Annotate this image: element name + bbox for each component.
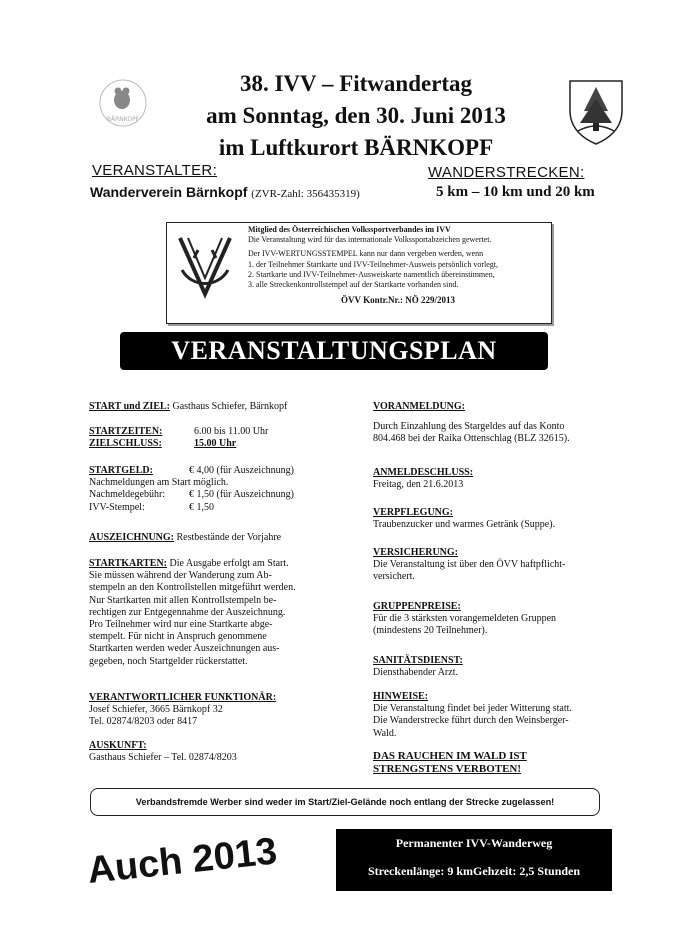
section-line: Nachmeldegebühr: [89, 489, 166, 501]
section-line: Die Veranstaltung ist über den ÖVV haftpflicht- [373, 559, 566, 571]
permanent-route-box [336, 829, 612, 891]
section-label: AUSZEICHNUNG: [89, 532, 175, 543]
section-line: stempeln an den Kontrollstellen mitgeführt werden. [89, 582, 296, 594]
section-label: ZIELSCHLUSS: [89, 438, 162, 450]
section-label: ANMELDESCHLUSS: [373, 467, 474, 478]
section-line: Tel. 02874/8203 oder 8417 [89, 716, 198, 728]
section-label: START und ZIEL: [89, 401, 170, 412]
membership-line: 2. Startkarte und IVV-Teilnehmer-Ausweiskarte namentlich übereinstimmen, [248, 269, 495, 279]
section-line: Die Veranstaltung findet bei jeder Witterung statt. [373, 703, 572, 715]
section-label: VERANTWORTLICHER FUNKTIONÄR: [89, 692, 277, 703]
coat-of-arms-icon [566, 77, 626, 147]
section-label: STARTZEITEN: [89, 426, 163, 437]
title-line-1: 38. IVV – Fitwandertag [239, 71, 473, 96]
organizer-label: VERANSTALTER: [92, 162, 218, 179]
section-label: STARTKARTEN: [89, 558, 168, 569]
smoking-ban-line: STRENGSTENS VERBOTEN! [373, 763, 522, 775]
voranmeldung-section [373, 401, 570, 446]
organizer-name-text: Wanderverein Bärnkopf [90, 184, 248, 200]
section-line: Nur Startkarten mit allen Kontrollstempeln be- [89, 594, 277, 606]
title-line-3: im Luftkurort BÄRNKOPF [218, 135, 494, 160]
section-label: SANITÄTSDIENST: [373, 655, 463, 666]
versicherung-section [373, 547, 565, 584]
section-line: gegeben, noch Startgelder rückerstattet. [89, 655, 248, 667]
sanitaet-section [373, 655, 463, 679]
section-label: VERPFLEGUNG: [373, 507, 453, 518]
startkarten-section [89, 558, 296, 668]
auch-2013-text: Auch 2013 [85, 830, 279, 893]
section-value: Traubenzucker und warmes Getränk (Suppe). [373, 519, 556, 531]
membership-line: 1. der Teilnehmer Startkarte und IVV-Teilnehmer-Ausweis persönlich vorlegt, [248, 259, 498, 269]
section-line: Josef Schiefer, 3665 Bärnkopf 32 [89, 704, 223, 716]
startgeld-section [89, 465, 294, 514]
membership-text [248, 225, 548, 305]
section-line: IVV-Stempel: [89, 501, 145, 513]
membership-line: Mitglied des Österreichischen Volkssportverbandes im IVV [248, 225, 451, 234]
permanent-route-details: Streckenlänge: 9 kmGehzeit: 2,5 Stunden [367, 864, 581, 878]
svg-text:BÄRNKOPF: BÄRNKOPF [106, 116, 140, 123]
section-label: STARTGELD: [89, 465, 153, 476]
ivv-logo-icon [176, 232, 234, 300]
title-line-2: am Sonntag, den 30. Juni 2013 [206, 103, 506, 128]
plan-banner: VERANSTALTUNGSPLAN [120, 332, 548, 370]
section-value: Freitag, den 21.6.2013 [373, 479, 464, 491]
section-label: HINWEISE: [373, 691, 429, 702]
section-value: Gasthaus Schiefer, Bärnkopf [172, 401, 288, 412]
section-line: Die Wanderstrecke führt durch den Weinsberger- [373, 715, 569, 727]
membership-kontr: ÖVV Kontr.Nr.: NÖ 229/2013 [341, 295, 455, 306]
routes-label: WANDERSTRECKEN: [428, 164, 585, 181]
notice-box: Verbandsfremde Werber sind weder im Start/Ziel-Gelände noch entlang der Strecke zugelassen! [90, 788, 600, 816]
permanent-route-title: Permanenter IVV-Wanderweg [395, 836, 553, 850]
section-line: versichert. [373, 571, 415, 583]
verpflegung-section [373, 507, 555, 531]
section-line: Sie müssen während der Wanderung zum Ab- [89, 570, 272, 582]
section-label: VORANMELDUNG: [373, 401, 466, 412]
section-label: VERSICHERUNG: [373, 547, 459, 558]
smoking-ban [373, 750, 527, 776]
auskunft-section [89, 740, 237, 764]
section-line: Startkarten werden weder Auszeichnungen aus- [89, 643, 280, 655]
section-label: AUSKUNFT: [89, 740, 147, 751]
anmeldeschluss-section [373, 467, 473, 491]
funktionaer-section [89, 692, 276, 729]
section-line: 804.468 bei der Raika Ottenschlag (BLZ 32615). [373, 433, 570, 445]
section-value: Restbestände der Vorjahre [176, 532, 282, 543]
section-line: stempelt. Für nicht in Anspruch genommene [89, 631, 267, 643]
section-value: 15.00 Uhr [194, 438, 237, 450]
section-line: (mindestens 20 Teilnehmer). [373, 625, 488, 637]
membership-line: 3. alle Streckenkontrollstempel auf der Startkarte vorhanden sind. [248, 280, 459, 290]
hinweise-section [373, 691, 572, 740]
section-line: Pro Teilnehmer wird nur eine Startkarte abge- [89, 619, 273, 631]
section-value: 6.00 bis 11.00 Uhr [194, 426, 269, 437]
smoking-ban-line: DAS RAUCHEN IM WALD IST [373, 750, 527, 762]
section-value: Gasthaus Schiefer – Tel. 02874/8203 [89, 752, 237, 764]
section-value: € 4,00 (für Auszeichnung) [189, 465, 294, 476]
section-line: Durch Einzahlung des Stargeldes auf das Konto [373, 421, 565, 433]
membership-line: Die Veranstaltung wird für das internationale Volkssportabzeichen gewertet. [248, 235, 492, 245]
routes-value: 5 km – 10 km und 20 km [436, 184, 595, 200]
membership-line: Der IVV-WERTUNGSSTEMPEL kann nur dann vergeben werden, wenn [248, 249, 484, 259]
section-value: € 1,50 (für Auszeichnung) [189, 489, 294, 501]
section-value: Diensthabender Arzt. [373, 667, 458, 679]
start-ziel-section [89, 401, 287, 413]
section-line: Wald. [373, 727, 397, 739]
section-line: Die Ausgabe erfolgt am Start. [169, 558, 289, 569]
section-label: GRUPPENPREISE: [373, 601, 461, 612]
auszeichnung-section [89, 532, 281, 544]
event-title [150, 68, 562, 164]
section-line: Nachmeldungen am Start möglich. [89, 477, 229, 489]
organizer-zvr: (ZVR-Zahl: 356435319) [251, 188, 360, 200]
section-line: Für die 3 stärksten vorangemeldeten Gruppen [373, 613, 557, 625]
club-logo [98, 78, 148, 128]
section-value: € 1,50 [189, 501, 214, 513]
startzeiten-section [89, 426, 268, 450]
organizer-name [90, 184, 360, 200]
section-line: rechtigen zur Entgegennahme der Auszeichnung. [89, 606, 286, 618]
gruppenpreise-section [373, 601, 556, 638]
